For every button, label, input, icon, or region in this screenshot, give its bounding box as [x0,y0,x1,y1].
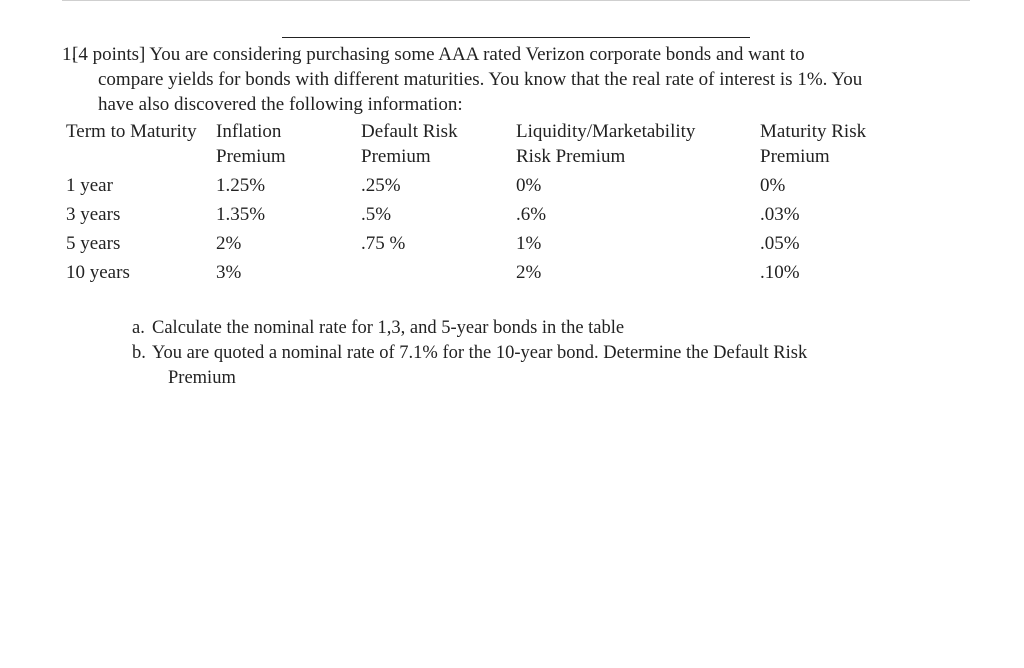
question-line-3: have also discovered the following information: [98,94,463,115]
table-cell: 3 years [66,204,121,225]
table-cell: .5% [361,204,392,225]
header-maturity-risk-sub: Premium [760,146,830,167]
header-inflation: Inflation [216,121,282,142]
question-number: 1. [62,44,77,65]
part-a-text: Calculate the nominal rate for 1,3, and 5-year bonds in the table [152,318,625,338]
table-cell: 0% [760,175,786,196]
table-cell: 1% [516,233,542,254]
header-inflation-sub: Premium [216,146,286,167]
table-cell: 2% [516,262,542,283]
header-maturity-risk: Maturity Risk [760,121,867,142]
part-b-label: b. [132,343,146,363]
part-a-label: a. [132,318,145,338]
header-liquidity: Liquidity/Marketability [516,121,696,142]
table-cell: 1.25% [216,175,266,196]
question-line-2: compare yields for bonds with different maturities. You know that the real rate of interest is 1%. You [98,69,863,90]
table-cell: 1.35% [216,204,266,225]
table-cell: 1 year [66,175,113,196]
table-cell: 3% [216,262,242,283]
header-default-risk-sub: Premium [361,146,431,167]
header-default-risk: Default Risk [361,121,458,142]
top-divider [62,0,970,1]
header-rule [282,37,750,38]
table-cell: 10 years [66,262,130,283]
table-cell: .03% [760,204,800,225]
question-line-1: [4 points] You are considering purchasing some AAA rated Verizon corporate bonds and want to [72,44,805,65]
header-term: Term to Maturity [66,121,197,142]
header-liquidity-sub: Risk Premium [516,146,626,167]
table-cell: .10% [760,262,800,283]
table-cell: .25% [361,175,401,196]
table-cell: 5 years [66,233,121,254]
table-cell: 2% [216,233,242,254]
table-cell: .75 % [361,233,406,254]
table-cell: .6% [516,204,547,225]
table-cell: .05% [760,233,800,254]
table-cell: 0% [516,175,542,196]
part-b-text-cont: Premium [168,368,236,388]
part-b-text: You are quoted a nominal rate of 7.1% for the 10-year bond. Determine the Default Risk [152,343,808,363]
